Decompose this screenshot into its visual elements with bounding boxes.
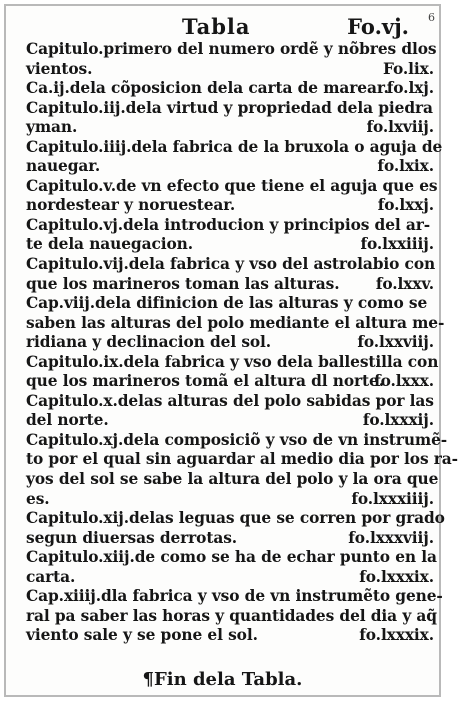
toc-line (26, 60, 436, 80)
toc-line (26, 490, 436, 510)
toc-line-text: Capitulo.primero del numero ordẽ y nõbres dlos (26, 40, 437, 58)
folio-number: Fo.vj. (347, 14, 409, 39)
toc-line (26, 411, 436, 431)
toc-line-text: que los marineros tomã el altura dl norte. (26, 372, 384, 391)
toc-line-text: Capitulo.vij.dela fabrica y vso del astrolabio con (26, 255, 436, 274)
toc-line-text: nauegar. (26, 157, 101, 176)
toc-line-text: es. (26, 489, 50, 508)
end-of-table: ¶Fin dela Tabla. (142, 669, 303, 690)
toc-line (26, 372, 436, 392)
toc-line-text: Ca.ij.dela cõposicion dela carta de marear. (26, 79, 389, 98)
toc-line (26, 177, 436, 197)
toc-line-text: Capitulo.iiij.dela fabrica de la bruxola o aguja de (26, 137, 443, 156)
toc-line-text: Capitulo.iij.dela virtud y propriedad dela piedra (26, 98, 433, 117)
toc-folio-ref: fo.lxxxij. (362, 411, 434, 430)
toc-folio-ref: fo.lxxx. (374, 372, 434, 391)
toc-line (26, 118, 436, 138)
page-title: Tabla (182, 14, 251, 39)
toc-line (26, 196, 436, 216)
toc-line (26, 626, 436, 646)
toc-line-text: to por el qual sin aguardar al medio dia por los ra- (26, 450, 458, 469)
toc-line (26, 529, 436, 549)
table-of-contents (26, 40, 458, 646)
toc-line (26, 137, 443, 158)
toc-line-text: Capitulo.xj.dela composiciõ y vso de vn instrumẽ- (26, 430, 448, 449)
toc-line-text: ridiana y declinacion del sol. (26, 333, 272, 352)
toc-line (26, 587, 443, 607)
toc-folio-ref: fo.lxxiiij. (360, 235, 434, 254)
toc-line-text: vientos. (26, 59, 93, 78)
toc-line-text: te dela nauegacion. (26, 235, 193, 254)
toc-line (26, 430, 448, 451)
toc-folio-ref: fo.lxxv. (375, 274, 434, 293)
toc-folio-ref: fo.lxxxiiij. (351, 489, 434, 508)
toc-line-text: viento sale y se pone el sol. (26, 626, 258, 645)
toc-line-text: que los marineros toman las alturas. (26, 274, 340, 293)
toc-folio-ref: fo.lxxj. (377, 196, 434, 215)
book-page (4, 4, 458, 697)
toc-line-text: Cap.xiiij.dla fabrica y vso de vn instrumẽto gene- (26, 587, 443, 606)
toc-line-text: carta. (26, 567, 76, 586)
toc-line (26, 99, 436, 119)
toc-line (26, 607, 436, 627)
toc-line (26, 294, 436, 314)
toc-folio-ref: fo.lxxviij. (357, 333, 434, 352)
toc-folio-ref: fo.lxxxix. (359, 567, 434, 586)
toc-line-text: Capitulo.v.de vn efecto que tiene el aguja que es (26, 176, 438, 195)
toc-line (26, 275, 436, 295)
toc-line (26, 157, 436, 177)
toc-line-text: Capitulo.xij.delas leguas que se corren por grado (26, 509, 445, 528)
toc-line (26, 568, 436, 588)
toc-line-text: yman. (26, 118, 78, 137)
toc-line (26, 352, 439, 373)
toc-line (26, 255, 436, 275)
toc-folio-ref: fo.lxviij. (366, 118, 434, 137)
toc-folio-ref: fo.lxxxviij. (348, 528, 434, 547)
toc-line-text: segun diuersas derrotas. (26, 528, 238, 547)
toc-line-text: Capitulo.x.delas alturas del polo sabidas por las (26, 391, 434, 410)
corner-mark: 6 (428, 11, 435, 24)
toc-folio-ref: fo.lxxxix. (359, 626, 434, 645)
toc-line-text: saben las alturas del polo mediante el altura me- (26, 313, 445, 332)
toc-folio-ref: fo.lxix. (377, 157, 434, 176)
toc-line (26, 40, 436, 60)
toc-line-text: Capitulo.xiij.de como se ha de echar punto en la (26, 548, 437, 567)
toc-line-text: yos del sol se sabe la altura del polo y la ora que (26, 470, 439, 489)
toc-line (26, 235, 436, 255)
toc-line-text: Cap.viij.dela difinicion de las alturas y como se (26, 294, 428, 313)
toc-line-text: Capitulo.ix.dela fabrica y vso dela ballestilla con (26, 352, 439, 371)
toc-line-text: nordestear y noruestear. (26, 196, 236, 215)
toc-line (26, 392, 436, 412)
toc-line-text: ral pa saber las horas y quantidades del dia y aq̃ (26, 606, 437, 625)
toc-line (26, 509, 445, 529)
toc-line (26, 216, 436, 236)
toc-folio-ref: fo.lxj. (386, 79, 434, 98)
toc-line (26, 333, 436, 353)
toc-line (26, 79, 436, 99)
toc-line (26, 470, 439, 490)
toc-line (26, 313, 445, 334)
toc-line-text: del norte. (26, 411, 109, 430)
toc-folio-ref: Fo.lix. (383, 59, 434, 78)
page-header (6, 11, 439, 39)
toc-line-text: Capitulo.vj.dela introducion y principios del ar- (26, 215, 431, 234)
toc-line (26, 450, 458, 470)
toc-line (26, 548, 436, 568)
